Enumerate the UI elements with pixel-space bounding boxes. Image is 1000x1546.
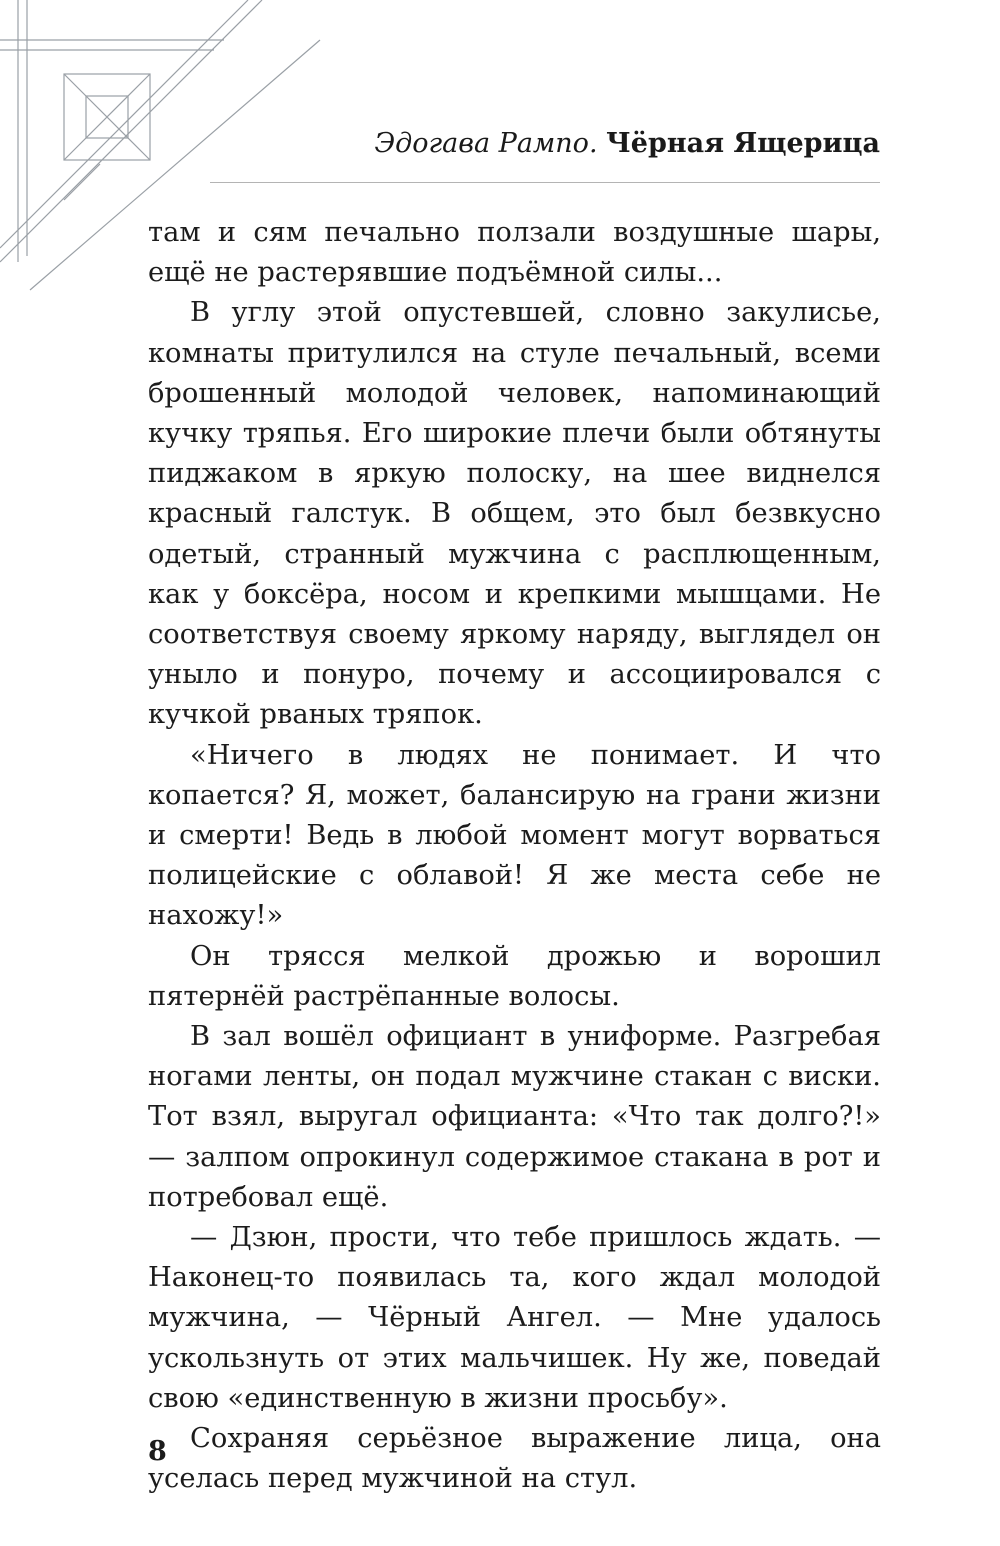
paragraph: Сохраняя серьёзное выражение лица, она уселась перед мужчиной на стул. [148, 1423, 881, 1495]
paragraph: В зал вошёл официант в униформе. Разгребая ногами ленты, он подал мужчине стакан с виски. Тот взял, выругал официанта: «Что так долго?!» — залпом опрокинул содержимое стакана в рот и потребовал ещё. [148, 1021, 881, 1213]
running-header [300, 124, 880, 164]
body-text [148, 213, 881, 1500]
page-number: 8 [148, 1436, 167, 1467]
paragraph: В углу этой опустевшей, словно закулисье, комнаты притулился на стуле печальный, всеми брошенный молодой человек, напоминающий кучку тряпья. Его широкие плечи были обтянуты пиджаком в яркую полоску, на шее виднелся красный галстук. В общем, это был безвкусно одетый, странный мужчина с расплющенным, как у боксёра, носом и крепкими мышцами. Не соответствуя своему яркому наряду, выглядел он уныло и понуро, почему и ассоциировался с кучкой рваных тряпок. [148, 297, 881, 731]
header-book-title: Чёрная Ящерица [606, 128, 880, 159]
paragraph: — Дзюн, прости, что тебе пришлось ждать. — Наконец-то появилась та, кого ждал молодой мужчина, — Чёрный Ангел. — Мне удалось ускользнуть от этих мальчишек. Ну же, поведай свою «единственную в жизни просьбу». [148, 1222, 881, 1414]
paragraph: Он трясся мелкой дрожью и ворошил пятернёй растрёпанные волосы. [148, 940, 881, 1012]
header-author: Эдогава Рампо. [374, 128, 598, 159]
paragraph: «Ничего в людях не понимает. И что копается? Я, может, балансирую на грани жизни и смерти! Ведь в любой момент могут ворваться полицейские с облавой! Я же места себе не нахожу!» [148, 739, 881, 932]
paragraph: там и сям печально ползали воздушные шары, ещё не растерявшие подъёмной силы... [148, 217, 881, 289]
header-rule [210, 182, 880, 183]
